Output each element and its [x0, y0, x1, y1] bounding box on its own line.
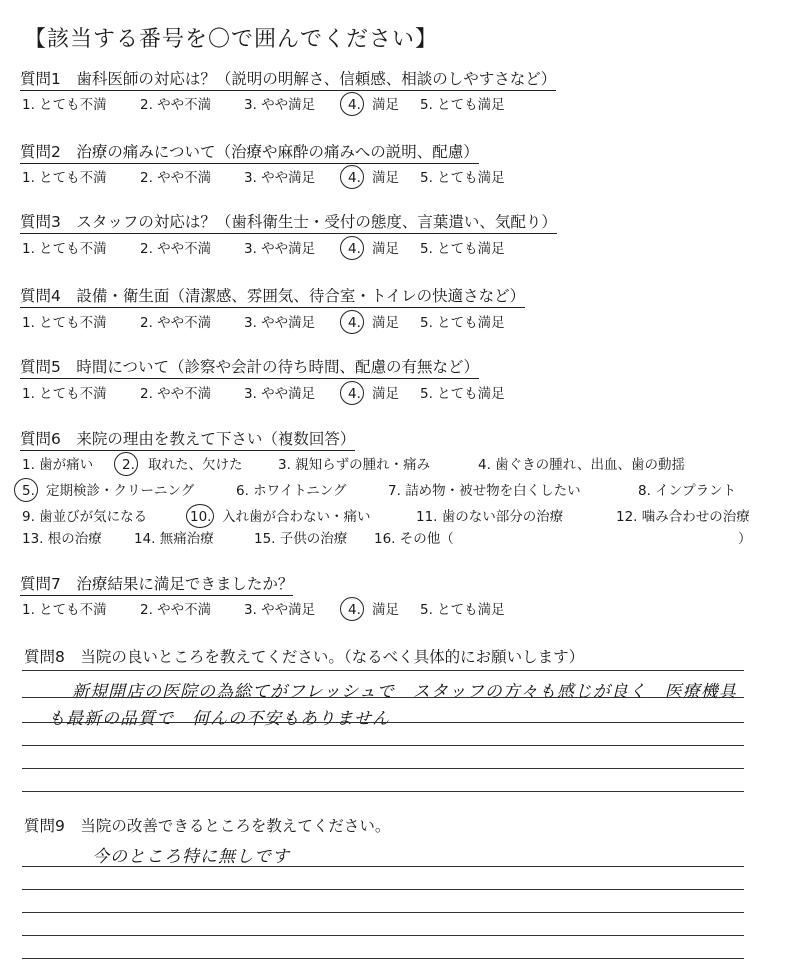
reason-15: 15. 子供の治療: [254, 531, 348, 547]
answer-line: [22, 889, 744, 890]
question-4-title: 質問4 設備・衛生面（清潔感、雰囲気、待合室・トイレの快適さなど）: [20, 287, 525, 308]
reason-6: 6. ホワイトニング: [236, 483, 347, 499]
option-5: 5. とても満足: [420, 315, 505, 331]
answer-line: [22, 722, 744, 723]
option-1: 1. とても不満: [22, 241, 107, 257]
reason-8: 8. インプラント: [638, 483, 737, 499]
question-8-title: 質問8 当院の良いところを教えてください。（なるべく具体的にお願いします）: [24, 648, 585, 666]
selection-circle: [14, 478, 38, 502]
reason-7: 7. 詰め物・被せ物を白くしたい: [388, 483, 581, 499]
question-5-title: 質問5 時間について（診察や会計の待ち時間、配慮の有無など）: [20, 358, 479, 379]
option-1: 1. とても不満: [22, 315, 107, 331]
selection-circle: [340, 92, 364, 116]
option-2: 2. やや不満: [140, 315, 212, 331]
option-5: 5. とても満足: [420, 97, 505, 113]
answer-line: [22, 791, 744, 792]
option-1: 1. とても不満: [22, 97, 107, 113]
reason-1: 1. 歯が痛い: [22, 457, 94, 473]
answer-line: [22, 768, 744, 769]
answer-line: [22, 958, 744, 959]
reason-16-close: ）: [738, 531, 752, 547]
reason-3: 3. 親知らずの腫れ・痛み: [278, 457, 431, 473]
question-6-title: 質問6 来院の理由を教えて下さい（複数回答）: [20, 430, 355, 451]
reason-9: 9. 歯並びが気になる: [22, 509, 148, 525]
selection-circle: [186, 504, 214, 528]
option-2: 2. やや不満: [140, 97, 212, 113]
selection-circle: [114, 452, 138, 476]
reason-12: 12. 噛み合わせの治療: [616, 509, 750, 525]
option-1: 1. とても不満: [22, 170, 107, 186]
reason-2-label: 取れた、欠けた: [148, 457, 243, 473]
handwritten-answer-line-1: 新規開店の医院の為総てがフレッシュで スタッフの方々も感じが良く 医療機具: [72, 682, 737, 702]
option-3: 3. やや満足: [244, 386, 316, 402]
handwritten-answer-line-1: 今のところ特に無しです: [92, 847, 290, 867]
option-2: 2. やや不満: [140, 170, 212, 186]
reason-5-number: 5.: [22, 483, 35, 499]
option-4-number: 4.: [348, 241, 361, 257]
option-4-number: 4.: [348, 170, 361, 186]
selection-circle: [340, 597, 364, 621]
answer-line: [22, 670, 744, 671]
option-3: 3. やや満足: [244, 602, 316, 618]
reason-2-number: 2.: [122, 457, 135, 473]
option-5: 5. とても満足: [420, 241, 505, 257]
option-2: 2. やや不満: [140, 602, 212, 618]
reason-14: 14. 無痛治療: [134, 531, 214, 547]
question-2-title: 質問2 治療の痛みについて（治療や麻酔の痛みへの説明、配慮）: [20, 143, 479, 164]
option-4-number: 4.: [348, 97, 361, 113]
option-4-label: 満足: [372, 315, 399, 331]
option-3: 3. やや満足: [244, 315, 316, 331]
reason-4: 4. 歯ぐきの腫れ、出血、歯の動揺: [478, 457, 685, 473]
option-3: 3. やや満足: [244, 241, 316, 257]
option-5: 5. とても満足: [420, 386, 505, 402]
option-2: 2. やや不満: [140, 386, 212, 402]
answer-line: [22, 866, 744, 867]
answer-line: [22, 697, 744, 698]
answer-line: [22, 912, 744, 913]
option-5: 5. とても満足: [420, 602, 505, 618]
option-5: 5. とても満足: [420, 170, 505, 186]
answer-line: [22, 935, 744, 936]
question-9-title: 質問9 当院の改善できるところを教えてください。: [24, 817, 391, 835]
option-4-label: 満足: [372, 170, 399, 186]
selection-circle: [340, 310, 364, 334]
option-2: 2. やや不満: [140, 241, 212, 257]
option-4-label: 満足: [372, 386, 399, 402]
option-1: 1. とても不満: [22, 602, 107, 618]
option-4-label: 満足: [372, 97, 399, 113]
selection-circle: [340, 236, 364, 260]
reason-16: 16. その他（: [374, 531, 454, 547]
reason-5-label: 定期検診・クリーニング: [46, 483, 195, 499]
question-1-title: 質問1 歯科医師の対応は？（説明の明解さ、信頼感、相談のしやすさなど）: [20, 70, 556, 91]
question-3-title: 質問3 スタッフの対応は？（歯科衛生士・受付の態度、言葉遣い、気配り）: [20, 213, 557, 234]
option-1: 1. とても不満: [22, 386, 107, 402]
reason-13: 13. 根の治療: [22, 531, 102, 547]
reason-10-label: 入れ歯が合わない・痛い: [222, 509, 371, 525]
option-4-number: 4.: [348, 602, 361, 618]
option-4-number: 4.: [348, 386, 361, 402]
selection-circle: [340, 165, 364, 189]
option-4-number: 4.: [348, 315, 361, 331]
reason-10-number: 10.: [190, 509, 212, 525]
option-4-label: 満足: [372, 602, 399, 618]
reason-11: 11. 歯のない部分の治療: [416, 509, 564, 525]
handwritten-answer-line-2: も最新の品質で 何んの不安もありません: [48, 709, 390, 729]
answer-line: [22, 745, 744, 746]
option-3: 3. やや満足: [244, 170, 316, 186]
instruction-heading: 【該当する番号を〇で囲んでください】: [24, 27, 439, 52]
question-7-title: 質問7 治療結果に満足できましたか？: [20, 575, 293, 596]
option-3: 3. やや満足: [244, 97, 316, 113]
option-4-label: 満足: [372, 241, 399, 257]
selection-circle: [340, 381, 364, 405]
